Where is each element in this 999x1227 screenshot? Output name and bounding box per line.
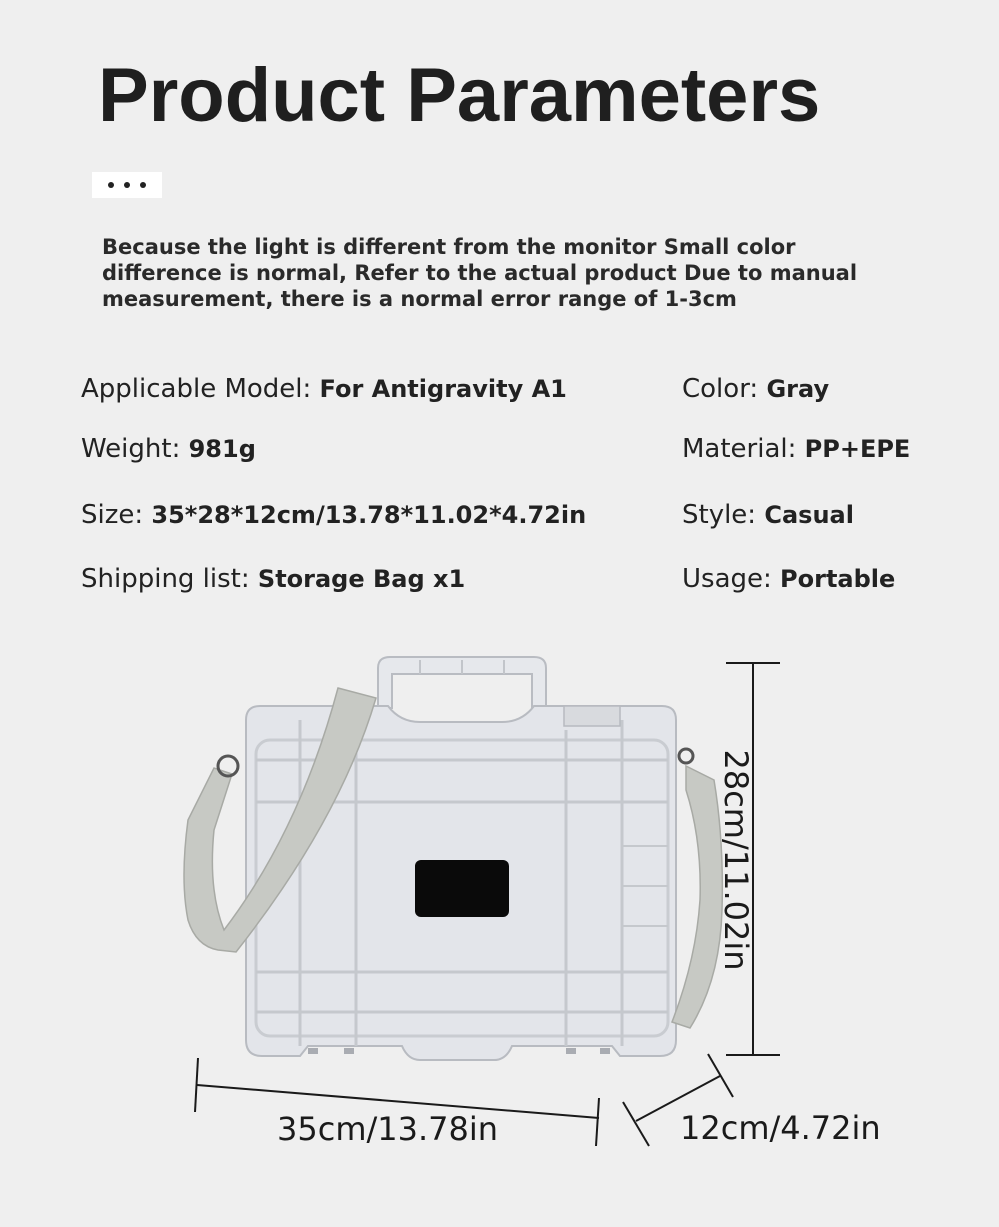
spec-label: Material: xyxy=(682,434,797,464)
page-title: Product Parameters xyxy=(98,53,821,138)
spec-label: Applicable Model: xyxy=(81,374,312,404)
spec-value: Storage Bag x1 xyxy=(257,565,466,593)
spec-value: Casual xyxy=(764,501,854,529)
spec-label: Color: xyxy=(682,374,759,404)
depth-dimension-label: 12cm/4.72in xyxy=(680,1109,881,1147)
spec-value: For Antigravity A1 xyxy=(319,375,567,403)
spec-value: 35*28*12cm/13.78*11.02*4.72in xyxy=(151,501,587,529)
spec-label: Usage: xyxy=(682,564,772,594)
height-dimension-label: 28cm/11.02in xyxy=(717,749,755,971)
spec-value: 981g xyxy=(188,435,256,463)
spec-label: Size: xyxy=(81,500,144,530)
spec-value: PP+EPE xyxy=(804,435,911,463)
case-handle xyxy=(378,657,546,708)
spec-label: Style: xyxy=(682,500,757,530)
spec-value: Portable xyxy=(780,565,896,593)
spec-label: Weight: xyxy=(81,434,181,464)
label-plate xyxy=(415,860,509,917)
disclaimer-note: Because the light is different from the monitor Small color difference is normal, Refer to the actual product Due to manual measurement, there is a normal error range of 1-3cm xyxy=(102,235,858,311)
spec-value: Gray xyxy=(766,375,830,403)
strap-clip-icon xyxy=(679,749,693,763)
width-dimension-label: 35cm/13.78in xyxy=(277,1110,499,1148)
spec-label: Shipping list: xyxy=(81,564,250,594)
